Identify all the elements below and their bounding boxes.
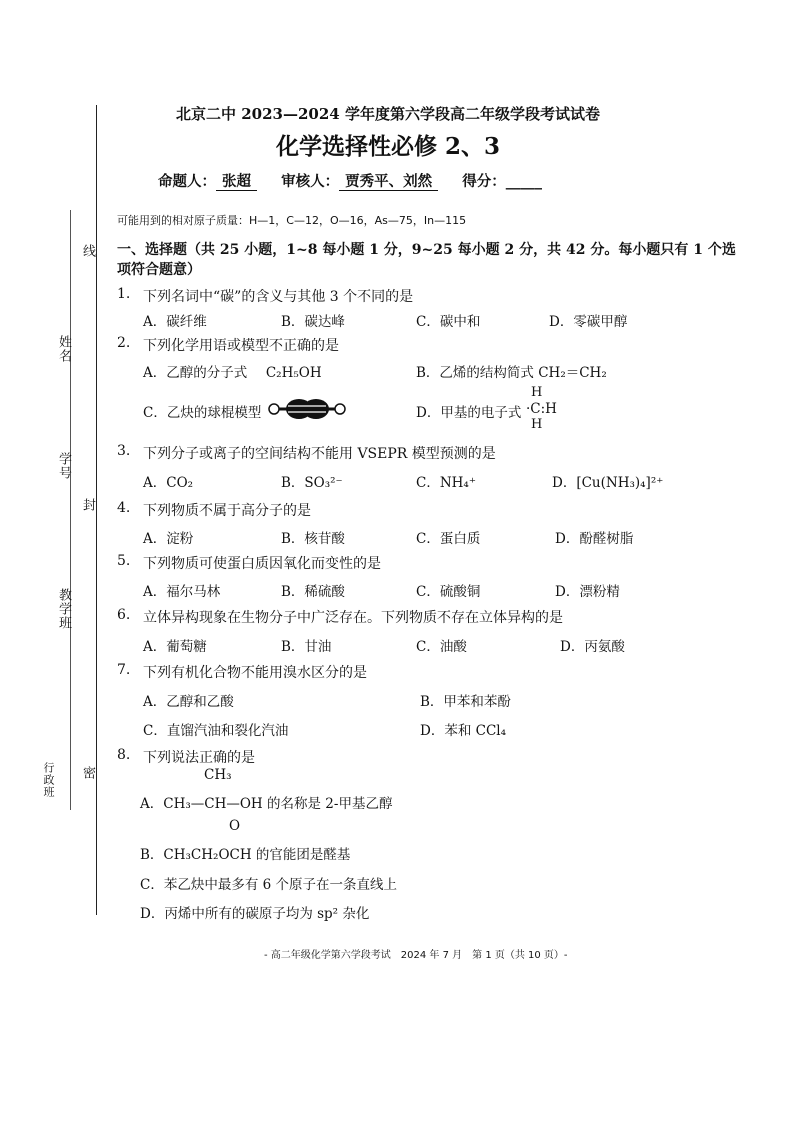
question-2-option-c: C．乙炔的球棍模型 — [143, 405, 262, 421]
question-2-option-a — [143, 361, 322, 381]
reviewer-label: 审核人： — [281, 173, 340, 190]
question-1-option-a: A．碳纤维 — [143, 314, 207, 330]
score-blank: _____ — [505, 173, 542, 190]
question-7-option-b: B．甲苯和苯酚 — [420, 694, 511, 710]
student-id-label: 学号 — [56, 452, 71, 480]
school-class-label: 行政班 — [42, 762, 55, 798]
question-8-option-c: C．苯乙炔中最多有 6 个原子在一条直线上 — [140, 877, 398, 893]
section-title-line2: 项符合题意） — [117, 262, 201, 278]
reviewer-names: 贾秀平、刘然 — [339, 173, 438, 191]
question-2-option-d: D．甲基的电子式 — [416, 405, 522, 421]
question-2-stem: 下列化学用语或模型不正确的是 — [143, 338, 339, 354]
question-5-option-b: B．稀硫酸 — [281, 584, 345, 600]
question-1-option-b: B．碳达峰 — [281, 314, 345, 330]
question-3-stem: 下列分子或离子的空间结构不能用 VSEPR 模型预测的是 — [143, 446, 496, 462]
methyl-electron-formula-bottom: H — [531, 417, 543, 432]
question-4-number: 4. — [117, 500, 131, 516]
school-title: 北京二中 2023—2024 学年度第六学段高二年级学段考试试卷 — [176, 105, 600, 123]
question-6-number: 6. — [117, 607, 131, 623]
question-6-option-c: C．油酸 — [416, 639, 467, 655]
score-label: 得分： — [462, 173, 506, 190]
author-name: 张超 — [216, 173, 257, 191]
question-7-stem: 下列有机化合物不能用溴水区分的是 — [143, 665, 367, 681]
question-8-option-a: A．CH₃—CH—OH 的名称是 2-甲基乙醇 — [140, 796, 393, 812]
ethanol-formula: C₂H₅OH — [265, 365, 322, 381]
author-label: 命题人： — [158, 173, 216, 190]
question-4-option-a: A．淀粉 — [143, 531, 194, 547]
acetylene-ball-stick-model — [266, 397, 348, 421]
question-7-number: 7. — [117, 662, 131, 678]
question-8-option-b: B．CH₃CH₂OCH 的官能团是醛基 — [140, 847, 351, 863]
question-5-stem: 下列物质可使蛋白质因氧化而变性的是 — [143, 556, 381, 572]
question-8-stem: 下列说法正确的是 — [143, 750, 255, 766]
seal-close-label: 密 — [80, 766, 95, 780]
question-5-option-c: C．硫酸铜 — [416, 584, 481, 600]
question-8-option-d: D．丙烯中所有的碳原子均为 sp² 杂化 — [140, 906, 370, 922]
question-2-number: 2. — [117, 335, 131, 351]
question-7-option-a: A．乙醇和乙酸 — [143, 694, 234, 710]
question-5-option-a: A．福尔马林 — [143, 584, 221, 600]
section-title-line1: 一、选择题（共 25 小题，1~8 每小题 1 分，9~25 每小题 2 分，共 42 分。每小题只有 1 个选 — [117, 242, 736, 258]
question-6-option-d: D．丙氨酸 — [560, 639, 625, 655]
question-3-option-b: B．SO₃²⁻ — [281, 475, 343, 491]
o-below: O — [229, 818, 241, 834]
methyl-electron-formula-mid: ·C:H — [526, 401, 557, 417]
question-6-stem: 立体异构现象在生物分子中广泛存在。下列物质不存在立体异构的是 — [143, 610, 563, 626]
question-6-option-a: A．葡萄糖 — [143, 639, 207, 655]
question-3-option-a: A．CO₂ — [143, 475, 194, 491]
seal-line-label: 线 — [80, 244, 95, 258]
name-label: 姓名 — [56, 335, 71, 363]
question-1-option-c: C．碳中和 — [416, 314, 481, 330]
question-1-option-d: D．零碳甲醇 — [549, 314, 628, 330]
question-1-number: 1. — [117, 286, 131, 302]
page-footer: - 高二年级化学第六学段考试 2024 年 7 月 第 1 页（共 10 页）- — [264, 950, 568, 961]
class-label: 教学班 — [56, 588, 71, 630]
question-5-option-d: D．漂粉精 — [555, 584, 620, 600]
question-2-option-a-label: A．乙醇的分子式 — [143, 365, 248, 381]
author-row — [158, 170, 542, 191]
question-7-option-d: D．苯和 CCl₄ — [420, 723, 507, 739]
seal-label: 封 — [80, 498, 95, 512]
question-3-number: 3. — [117, 443, 131, 459]
question-4-option-c: C．蛋白质 — [416, 531, 481, 547]
question-3-option-c: C．NH₄⁺ — [416, 475, 476, 491]
question-3-option-d: D．[Cu(NH₃)₄]²⁺ — [552, 475, 664, 491]
question-4-option-b: B．核苷酸 — [281, 531, 345, 547]
methyl-electron-formula-top: H — [531, 385, 543, 400]
question-2-option-b: B．乙烯的结构简式 CH₂＝CH₂ — [416, 365, 607, 381]
question-4-option-d: D．酚醛树脂 — [555, 531, 634, 547]
question-5-number: 5. — [117, 553, 131, 569]
ch3-branch: CH₃ — [204, 767, 232, 783]
question-6-option-b: B．甘油 — [281, 639, 332, 655]
question-7-option-c: C．直馏汽油和裂化汽油 — [143, 723, 289, 739]
question-8-number: 8. — [117, 747, 131, 763]
question-4-stem: 下列物质不属于高分子的是 — [143, 503, 311, 519]
atomic-masses: 可能用到的相对原子质量：H—1，C—12，O—16，As—75，In—115 — [117, 214, 467, 227]
binding-margin-inner-line — [70, 210, 71, 810]
question-1-stem: 下列名词中“碳”的含义与其他 3 个不同的是 — [143, 289, 414, 305]
subject-title: 化学选择性必修 2、3 — [276, 133, 501, 160]
